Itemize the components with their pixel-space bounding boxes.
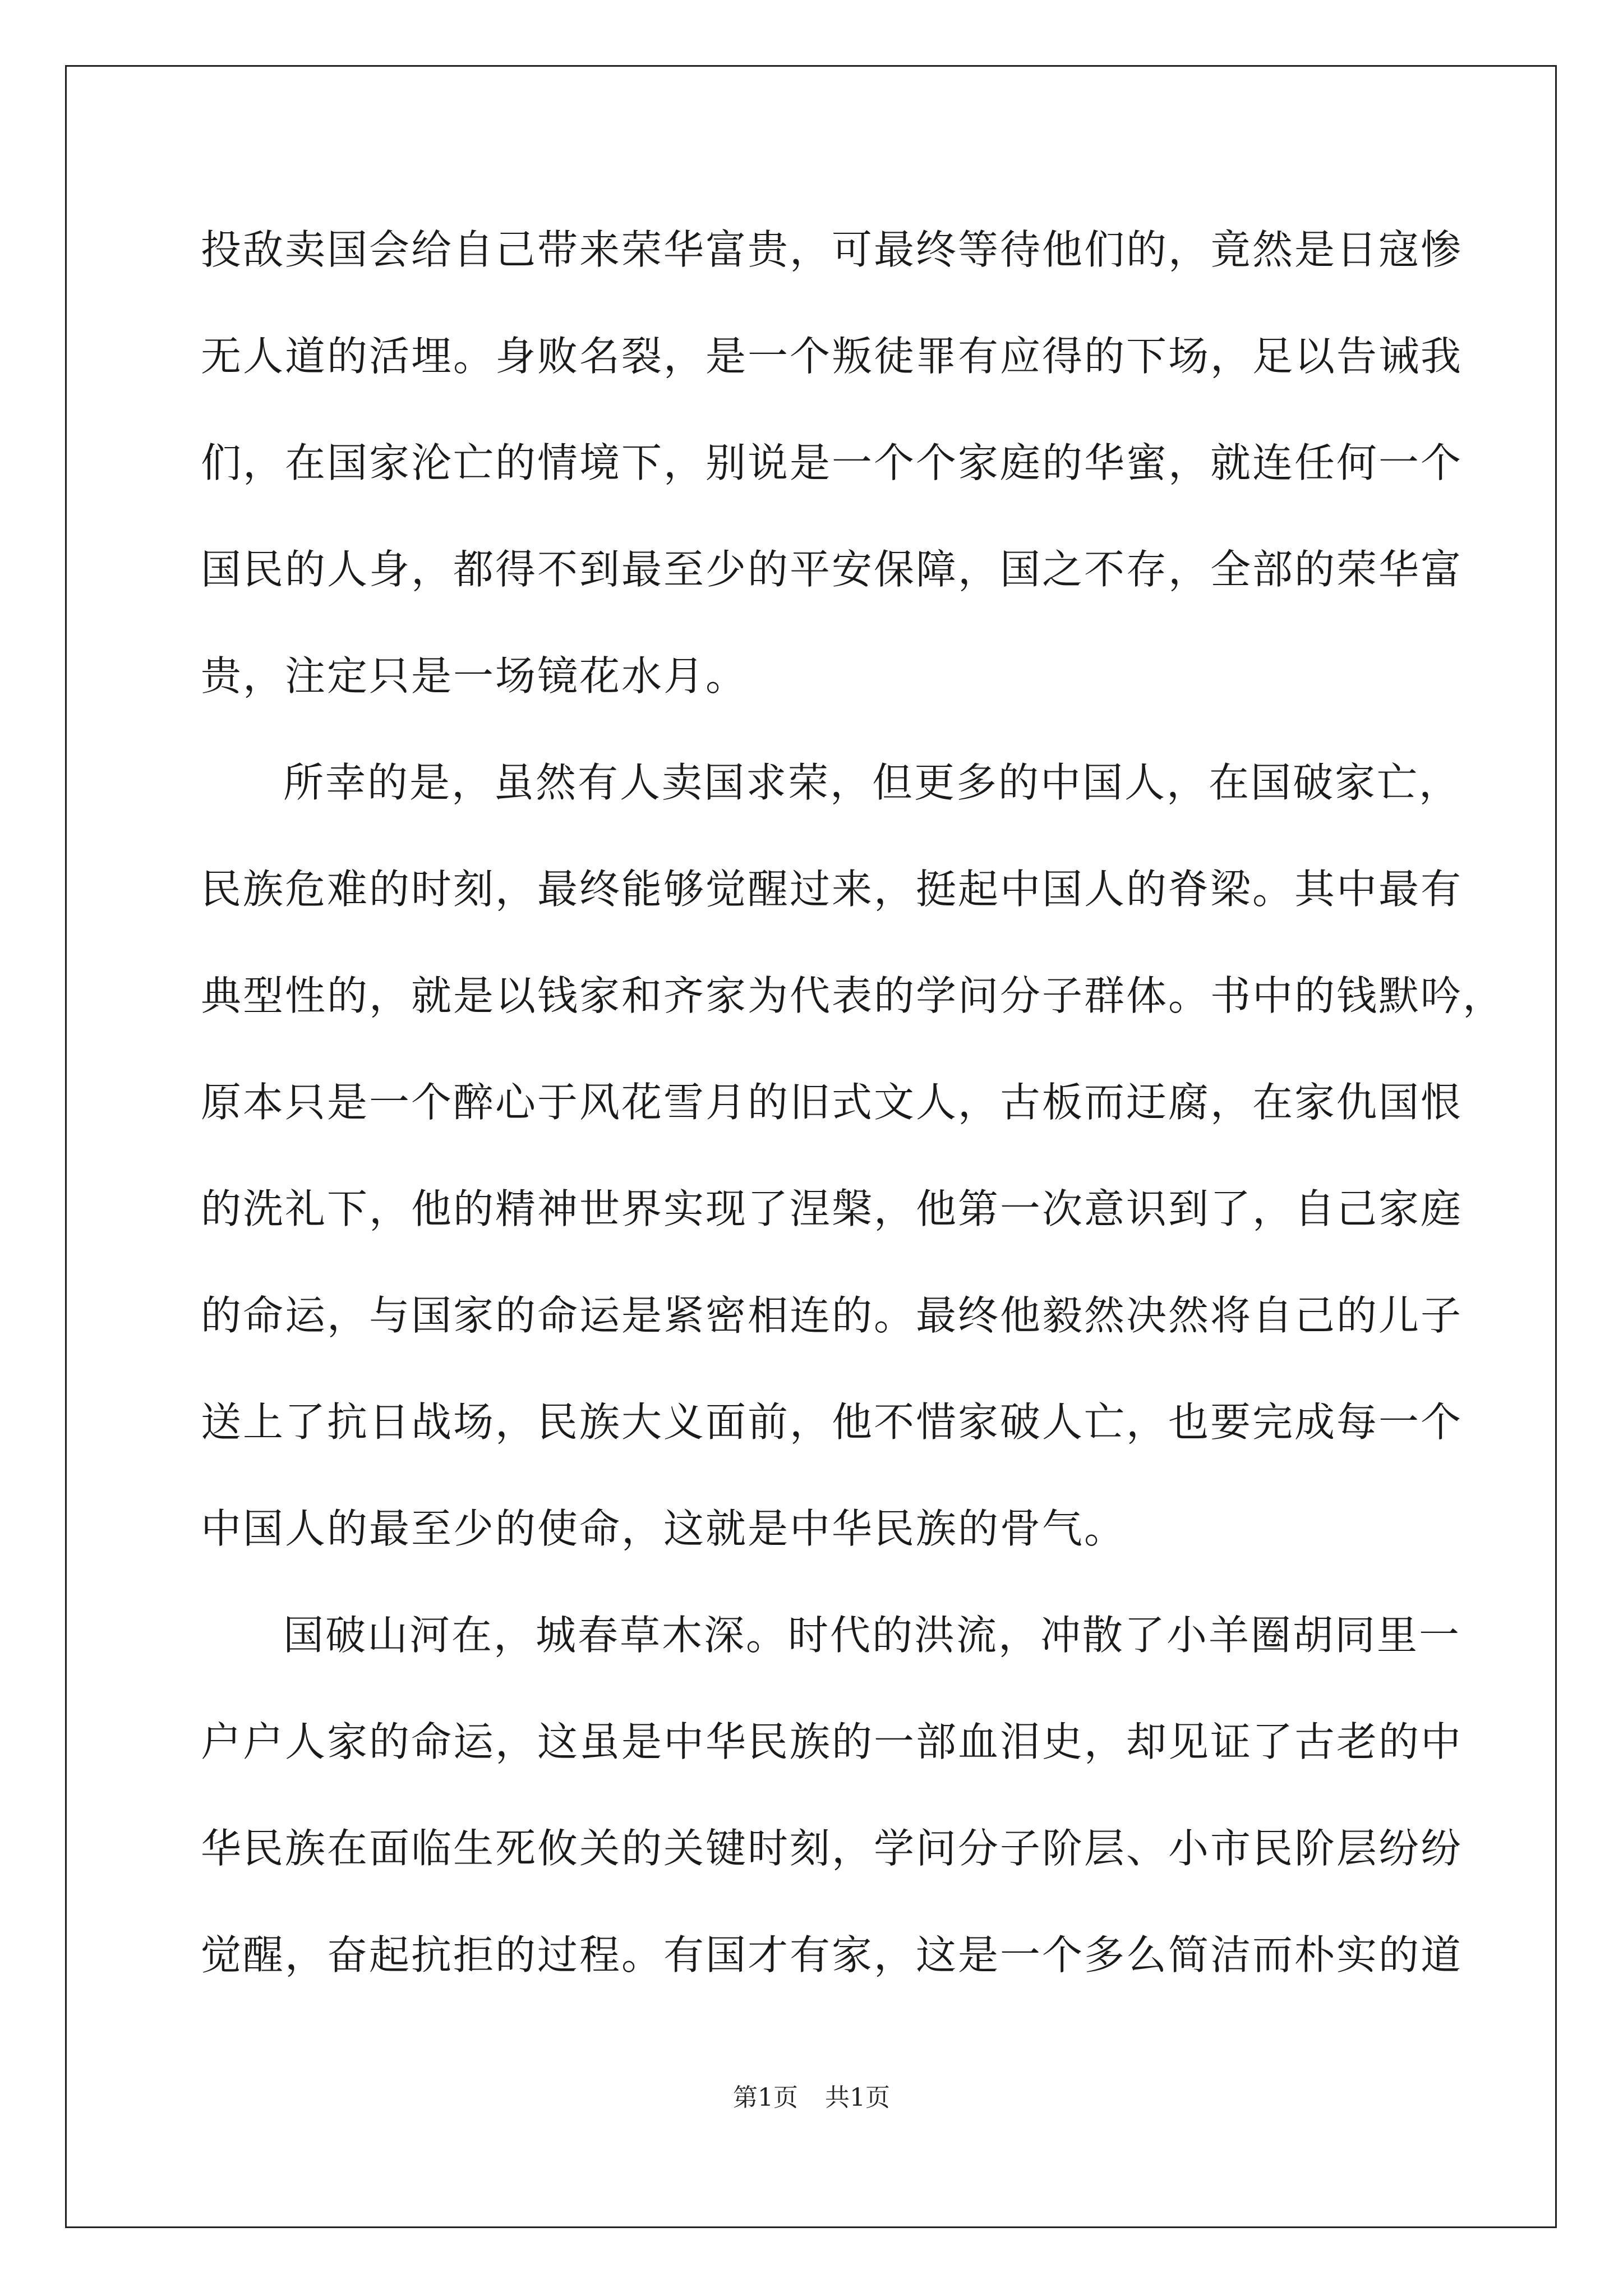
page-number-total: 共1页 (825, 2083, 890, 2112)
text-line: 户户人家的命运，这虽是中华民族的一部血泪史，却见证了古老的中 (201, 1718, 1463, 1765)
text-line: 国破山河在，城春草木深。时代的洪流，冲散了小羊圈胡同里一 (283, 1612, 1461, 1659)
text-line: 投敌卖国会给自己带来荣华富贵，可最终等待他们的，竟然是日寇惨 (201, 226, 1463, 273)
text-line: 的洗礼下，他的精神世界实现了涅槃，他第一次意识到了，自己家庭 (201, 1185, 1463, 1232)
document-body (201, 208, 1505, 2019)
text-line: 中国人的最至少的使命，这就是中华民族的骨气。 (201, 1505, 1127, 1552)
text-line: 送上了抗日战场，民族大义面前，他不惜家破人亡，也要完成每一个 (201, 1398, 1463, 1446)
text-line: 们，在国家沦亡的情境下，别说是一个个家庭的华蜜，就连任何一个 (201, 439, 1463, 486)
page-footer (0, 2081, 1623, 2115)
text-line: 无人道的活埋。身败名裂，是一个叛徒罪有应得的下场，足以告诫我 (201, 333, 1463, 380)
text-line: 觉醒，奋起抗拒的过程。有国才有家，这是一个多么简洁而朴实的道 (201, 1931, 1463, 1978)
text-line: 原本只是一个醉心于风花雪月的旧式文人，古板而迂腐，在家仇国恨 (201, 1079, 1463, 1126)
text-line: 民族危难的时刻，最终能够觉醒过来，挺起中国人的脊梁。其中最有 (201, 866, 1463, 913)
text-line: 的命运，与国家的命运是紧密相连的。最终他毅然决然将自己的儿子 (201, 1292, 1463, 1339)
text-line: 典型性的，就是以钱家和齐家为代表的学问分子群体。书中的钱默吟， (201, 972, 1505, 1019)
text-line: 国民的人身，都得不到最至少的平安保障，国之不存，全部的荣华富 (201, 546, 1463, 593)
text-line: 贵，注定只是一场镜花水月。 (201, 652, 748, 700)
page-number-current: 第1页 (733, 2083, 798, 2112)
text-line: 华民族在面临生死攸关的关键时刻，学问分子阶层、小市民阶层纷纷 (201, 1825, 1463, 1872)
text-line: 所幸的是，虽然有人卖国求荣，但更多的中国人，在国破家亡， (283, 759, 1461, 806)
